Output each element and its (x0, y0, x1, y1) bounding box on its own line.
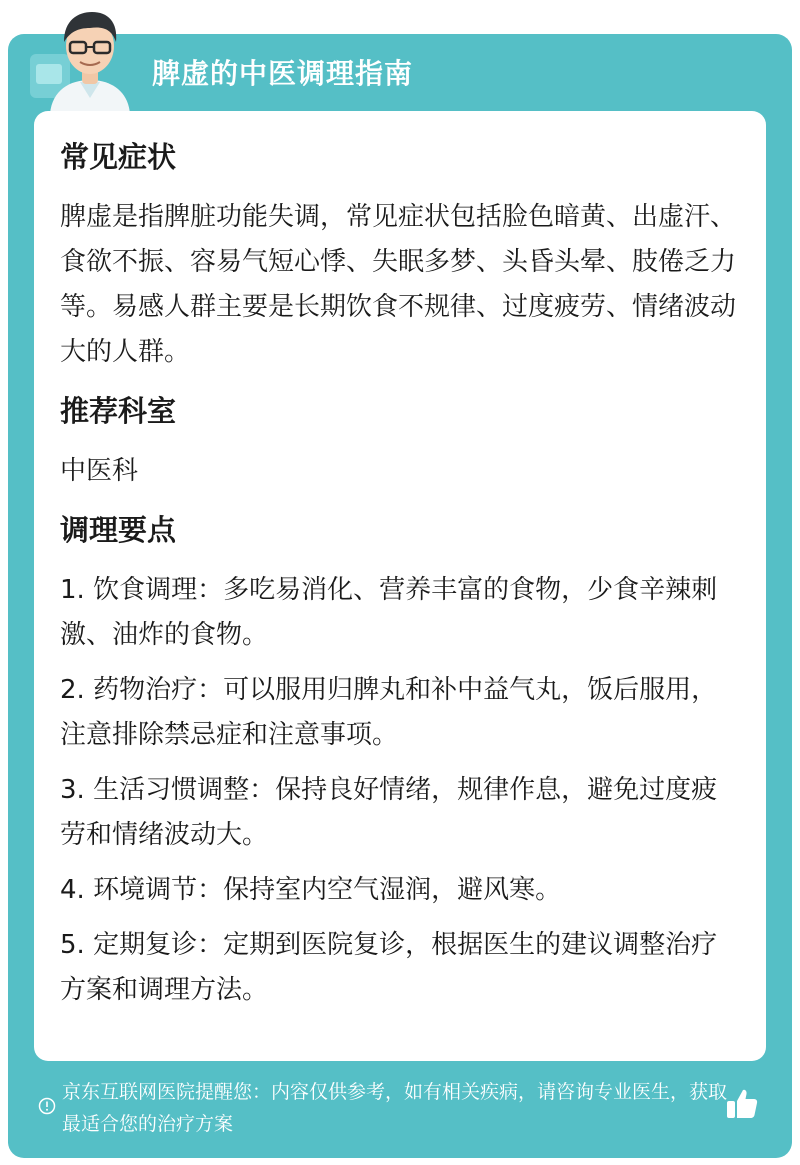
key-point-item: 2. 药物治疗：可以服用归脾丸和补中益气丸，饭后服用，注意排除禁忌症和注意事项。 (60, 675, 718, 750)
key-point-item: 4. 环境调节：保持室内空气湿润，避风寒。 (60, 875, 562, 905)
doctor-avatar-icon (30, 6, 150, 114)
section-heading-department: 推荐科室 (60, 394, 177, 428)
key-point-item: 3. 生活习惯调整：保持良好情绪，规律作息，避免过度疲劳和情绪波动大。 (60, 775, 718, 850)
thumbs-up-icon[interactable] (724, 1086, 760, 1122)
info-icon (38, 1097, 56, 1115)
page-title: 脾虚的中医调理指南 (152, 57, 414, 90)
department-text: 中医科 (60, 456, 139, 486)
key-point-item: 1. 饮食调理：多吃易消化、营养丰富的食物，少食辛辣刺激、油炸的食物。 (60, 575, 718, 650)
content-body (60, 133, 740, 1023)
key-point-item: 5. 定期复诊：定期到医院复诊，根据医生的建议调整治疗方案和调理方法。 (60, 930, 718, 1005)
section-heading-symptoms: 常见症状 (60, 140, 177, 174)
disclaimer-text: 京东互联网医院提醒您：内容仅供参考，如有相关疾病，请咨询专业医生，获取最适合您的治疗方案 (62, 1081, 728, 1135)
section-heading-key-points: 调理要点 (60, 513, 177, 547)
symptoms-text: 脾虚是指脾脏功能失调，常见症状包括脸色暗黄、出虚汗、食欲不振、容易气短心悸、失眠多梦、头昏头晕、肢倦乏力等。易感人群主要是长期饮食不规律、过度疲劳、情绪波动大的人群。 (60, 202, 737, 367)
content-card (34, 111, 766, 1061)
